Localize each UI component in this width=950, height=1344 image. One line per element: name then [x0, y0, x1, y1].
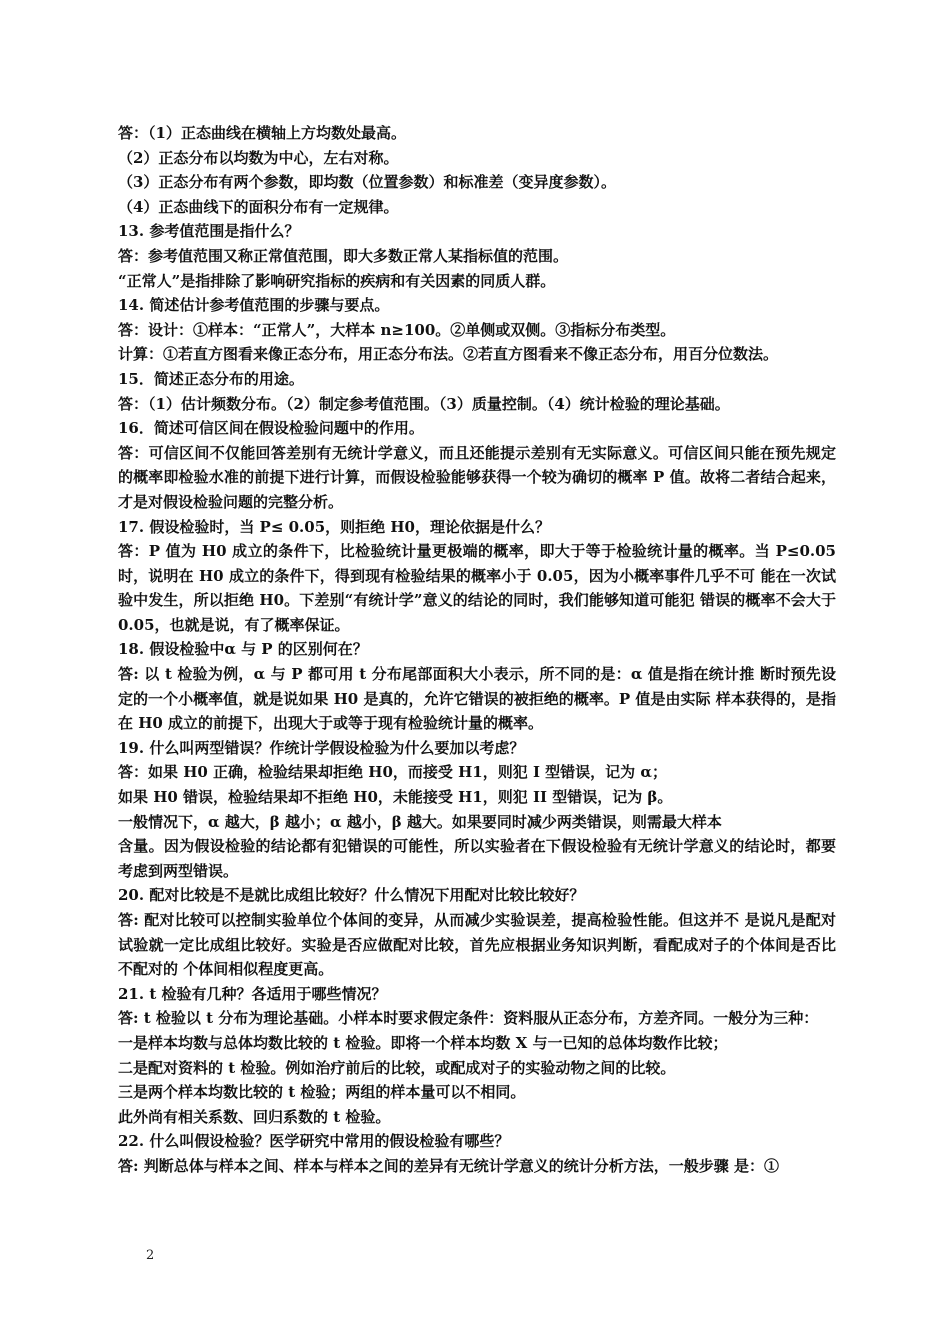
text-line: 三是两个样本均数比较的 t 检验；两组的样本量可以不相同。	[118, 1083, 526, 1102]
text-line: 含量。因为假设检验的结论都有犯错误的可能性，所以实验者在下假设检验有无统计学意义的结论时，都要考虑到两型错误。	[118, 837, 836, 880]
question-heading: 22. 什么叫假设检验？医学研究中常用的假设检验有哪些？	[118, 1132, 510, 1151]
answer-paragraph: 答：可信区间不仅能回答差别有无统计学意义，而且还能提示差别有无实际意义。可信区间只能在预先规定的概率即检验水准的前提下进行计算，而假设检验能够获得一个较为确切的概率 P 值。故将二者结合起来，才是对假设检验问题的完整分析。	[118, 443, 836, 511]
text-line: 计算：①若直方图看来像正态分布，用正态分布法。②若直方图看来不像正态分布，用百分位数法。	[118, 345, 779, 364]
question-heading: 17. 假设检验时，当 P≤ 0.05，则拒绝 H0，理论依据是什么？	[118, 517, 550, 536]
text-line: 答：（1）正态曲线在横轴上方均数处最高。	[118, 124, 406, 142]
question-heading: 15．简述正态分布的用途。	[118, 369, 304, 388]
text-line: 一般情况下，α 越大，β 越小；α 越小，β 越大。如果要同时减少两类错误，则需最大样本	[118, 812, 722, 831]
answer-paragraph: 答：参考值范围又称正常值范围，即大多数正常人某指标值的范围。	[118, 246, 569, 265]
text-line: 二是配对资料的 t 检验。例如治疗前后的比较，或配成对子的实验动物之间的比较。	[118, 1058, 676, 1077]
text-line: （2）正态分布以均数为中心，左右对称。	[118, 148, 399, 167]
text-line: “正常人”是指排除了影响研究指标的疾病和有关因素的同质人群。	[118, 271, 556, 290]
answer-paragraph: 答: 配对比较可以控制实验单位个体间的变异，从而减少实验误差，提高检验性能。但这并不 是说凡是配对试验就一定比成组比较好。实验是否应做配对比较，首先应根据业务知识判断，看配成对子的个体间是否比不配对的 个体间相似程度更高。	[118, 911, 836, 979]
question-heading: 20. 配对比较是不是就比成组比较好？什么情况下用配对比较比较好？	[118, 886, 585, 905]
text-line: 此外尚有相关系数、回归系数的 t 检验。	[118, 1107, 391, 1126]
question-heading: 13. 参考值范围是指什么？	[118, 222, 300, 241]
text-line: 如果 H0 错误，检验结果却不拒绝 H0，未能接受 H1，则犯 II 型错误，记为 β。	[118, 788, 673, 807]
answer-paragraph: 答：设计：①样本：“正常人”，大样本 n≥100。②单侧或双侧。③指标分布类型。	[118, 320, 676, 339]
question-heading: 19. 什么叫两型错误？作统计学假设检验为什么要加以考虑？	[118, 738, 525, 757]
question-heading: 18. 假设检验中α 与 P 的区别何在？	[118, 640, 368, 659]
page-number: 2	[146, 1248, 155, 1263]
answer-paragraph: 答：如果 H0 正确，检验结果却拒绝 H0，而接受 H1，则犯 I 型错误，记为 α；	[118, 763, 667, 782]
answer-paragraph: 答: 判断总体与样本之间、样本与样本之间的差异有无统计学意义的统计分析方法，一般步骤 是：①	[118, 1156, 779, 1175]
answer-paragraph: 答: 以 t 检验为例，α 与 P 都可用 t 分布尾部面积大小表示，所不同的是：α 值是指在统计推 断时预先设定的一个小概率值，就是说如果 H0 是真的，允许它错误的被拒绝的概率。P 值是由实际 样本获得的，是指在 H0 成立的前提下，出现大于或等于现有检验统计量的概率。	[118, 665, 836, 733]
question-heading: 16．简述可信区间在假设检验问题中的作用。	[118, 419, 424, 438]
text-line: 一是样本均数与总体均数比较的 t 检验。即将一个样本均数 X 与一已知的总体均数作比较；	[118, 1033, 728, 1052]
document-body	[118, 121, 836, 1179]
text-line: （4）正态曲线下的面积分布有一定规律。	[118, 197, 399, 216]
question-heading: 21. t 检验有几种？各适用于哪些情况？	[118, 984, 387, 1003]
answer-paragraph: 答: t 检验以 t 分布为理论基础。小样本时要求假定条件：资料服从正态分布，方差齐同。一般分为三种：	[118, 1009, 819, 1028]
answer-paragraph: 答：P 值为 H0 成立的条件下，比检验统计量更极端的概率，即大于等于检验统计量的概率。当 P≤0.05 时，说明在 H0 成立的条件下，得到现有检验结果的概率小于 0.05，因为小概率事件几乎不可 能在一次试验中发生，所以拒绝 H0。下差别“有统计学”意义的结论的同时，我们能够知道可能犯 错误的概率不会大于 0.05，也就是说，有了概率保证。	[118, 542, 836, 634]
question-heading: 14. 简述估计参考值范围的步骤与要点。	[118, 296, 390, 315]
answer-paragraph: 答：（1）估计频数分布。（2）制定参考值范围。（3）质量控制。（4）统计检验的理论基础。	[118, 394, 730, 413]
text-line: （3）正态分布有两个参数，即均数（位置参数）和标准差（变异度参数）。	[118, 173, 616, 192]
